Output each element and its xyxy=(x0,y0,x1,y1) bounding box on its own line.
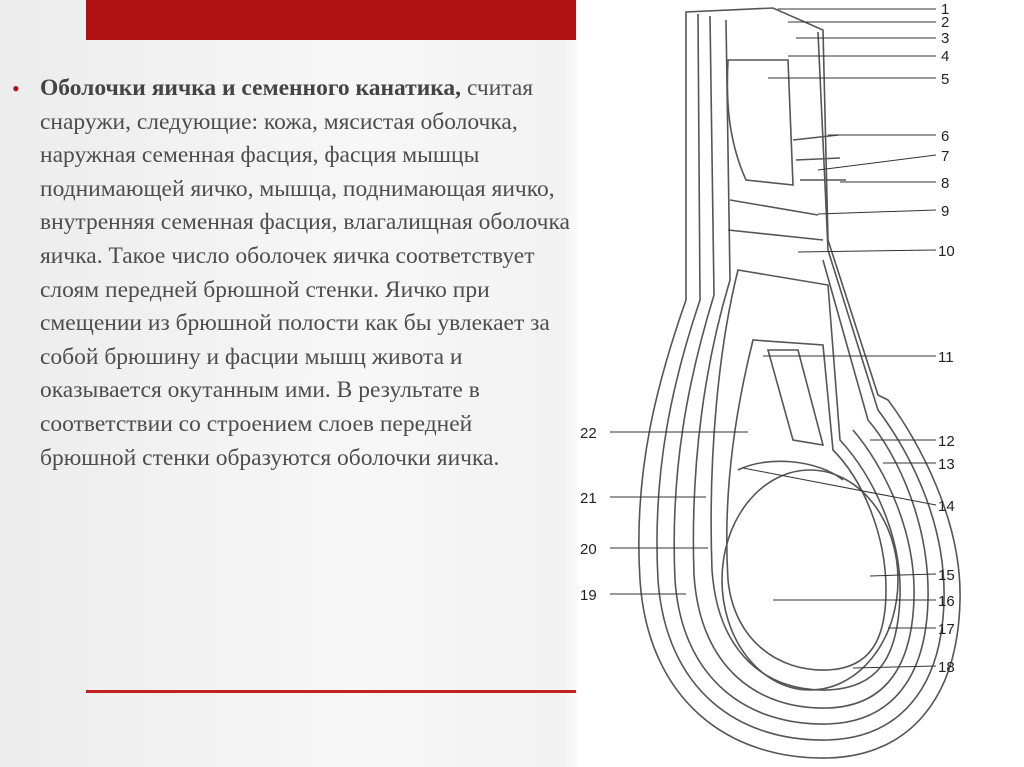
label-16: 16 xyxy=(938,593,955,610)
labels-right xyxy=(938,1,955,676)
body-text: считая снаружи, следующие: кожа, мясистая оболочка, наружная семенная фасция, фасция мышцы поднимающей яичко, мышца, поднимающая яичко, внутренняя семенная фасция, влагалищная оболочка яичка. Такое число оболочек яичка соответствует слоям передней брюшной стенки. Яичко при смещении из брюшной полости как бы увлекает за собой брюшину и фасции мышц живота и оказывается окутанным ими. В результате в соответствии со строением слоев передней брюшной стенки образуются оболочки яичка. xyxy=(40,75,570,471)
label-21: 21 xyxy=(580,490,597,507)
label-13: 13 xyxy=(938,456,955,473)
divider-line xyxy=(86,690,576,693)
testis-membranes-illustration xyxy=(578,0,1024,767)
label-9: 9 xyxy=(941,203,950,220)
label-10: 10 xyxy=(938,243,955,260)
label-15: 15 xyxy=(938,567,955,584)
label-22: 22 xyxy=(580,425,597,442)
label-12: 12 xyxy=(938,433,955,450)
label-5: 5 xyxy=(941,71,950,88)
leader-lines-right xyxy=(743,9,936,668)
title-band xyxy=(86,0,576,40)
label-18: 18 xyxy=(938,659,955,676)
heading-bold: Оболочки яичка и семенного канатика, xyxy=(40,75,462,101)
label-20: 20 xyxy=(580,541,597,558)
anatomy-figure xyxy=(578,0,1024,767)
label-2: 2 xyxy=(941,14,950,31)
text-block xyxy=(12,72,572,475)
label-6: 6 xyxy=(941,128,950,145)
label-3: 3 xyxy=(941,30,950,47)
label-19: 19 xyxy=(580,587,597,604)
bullet-marker: • xyxy=(12,76,20,101)
label-8: 8 xyxy=(941,175,950,192)
label-17: 17 xyxy=(938,621,955,638)
label-7: 7 xyxy=(941,148,950,165)
main-paragraph xyxy=(40,72,572,475)
label-1: 1 xyxy=(941,1,950,18)
label-11: 11 xyxy=(938,349,954,366)
label-4: 4 xyxy=(941,48,950,65)
labels-left xyxy=(580,425,597,604)
illustration-outlines xyxy=(639,8,960,758)
label-14: 14 xyxy=(938,498,955,515)
